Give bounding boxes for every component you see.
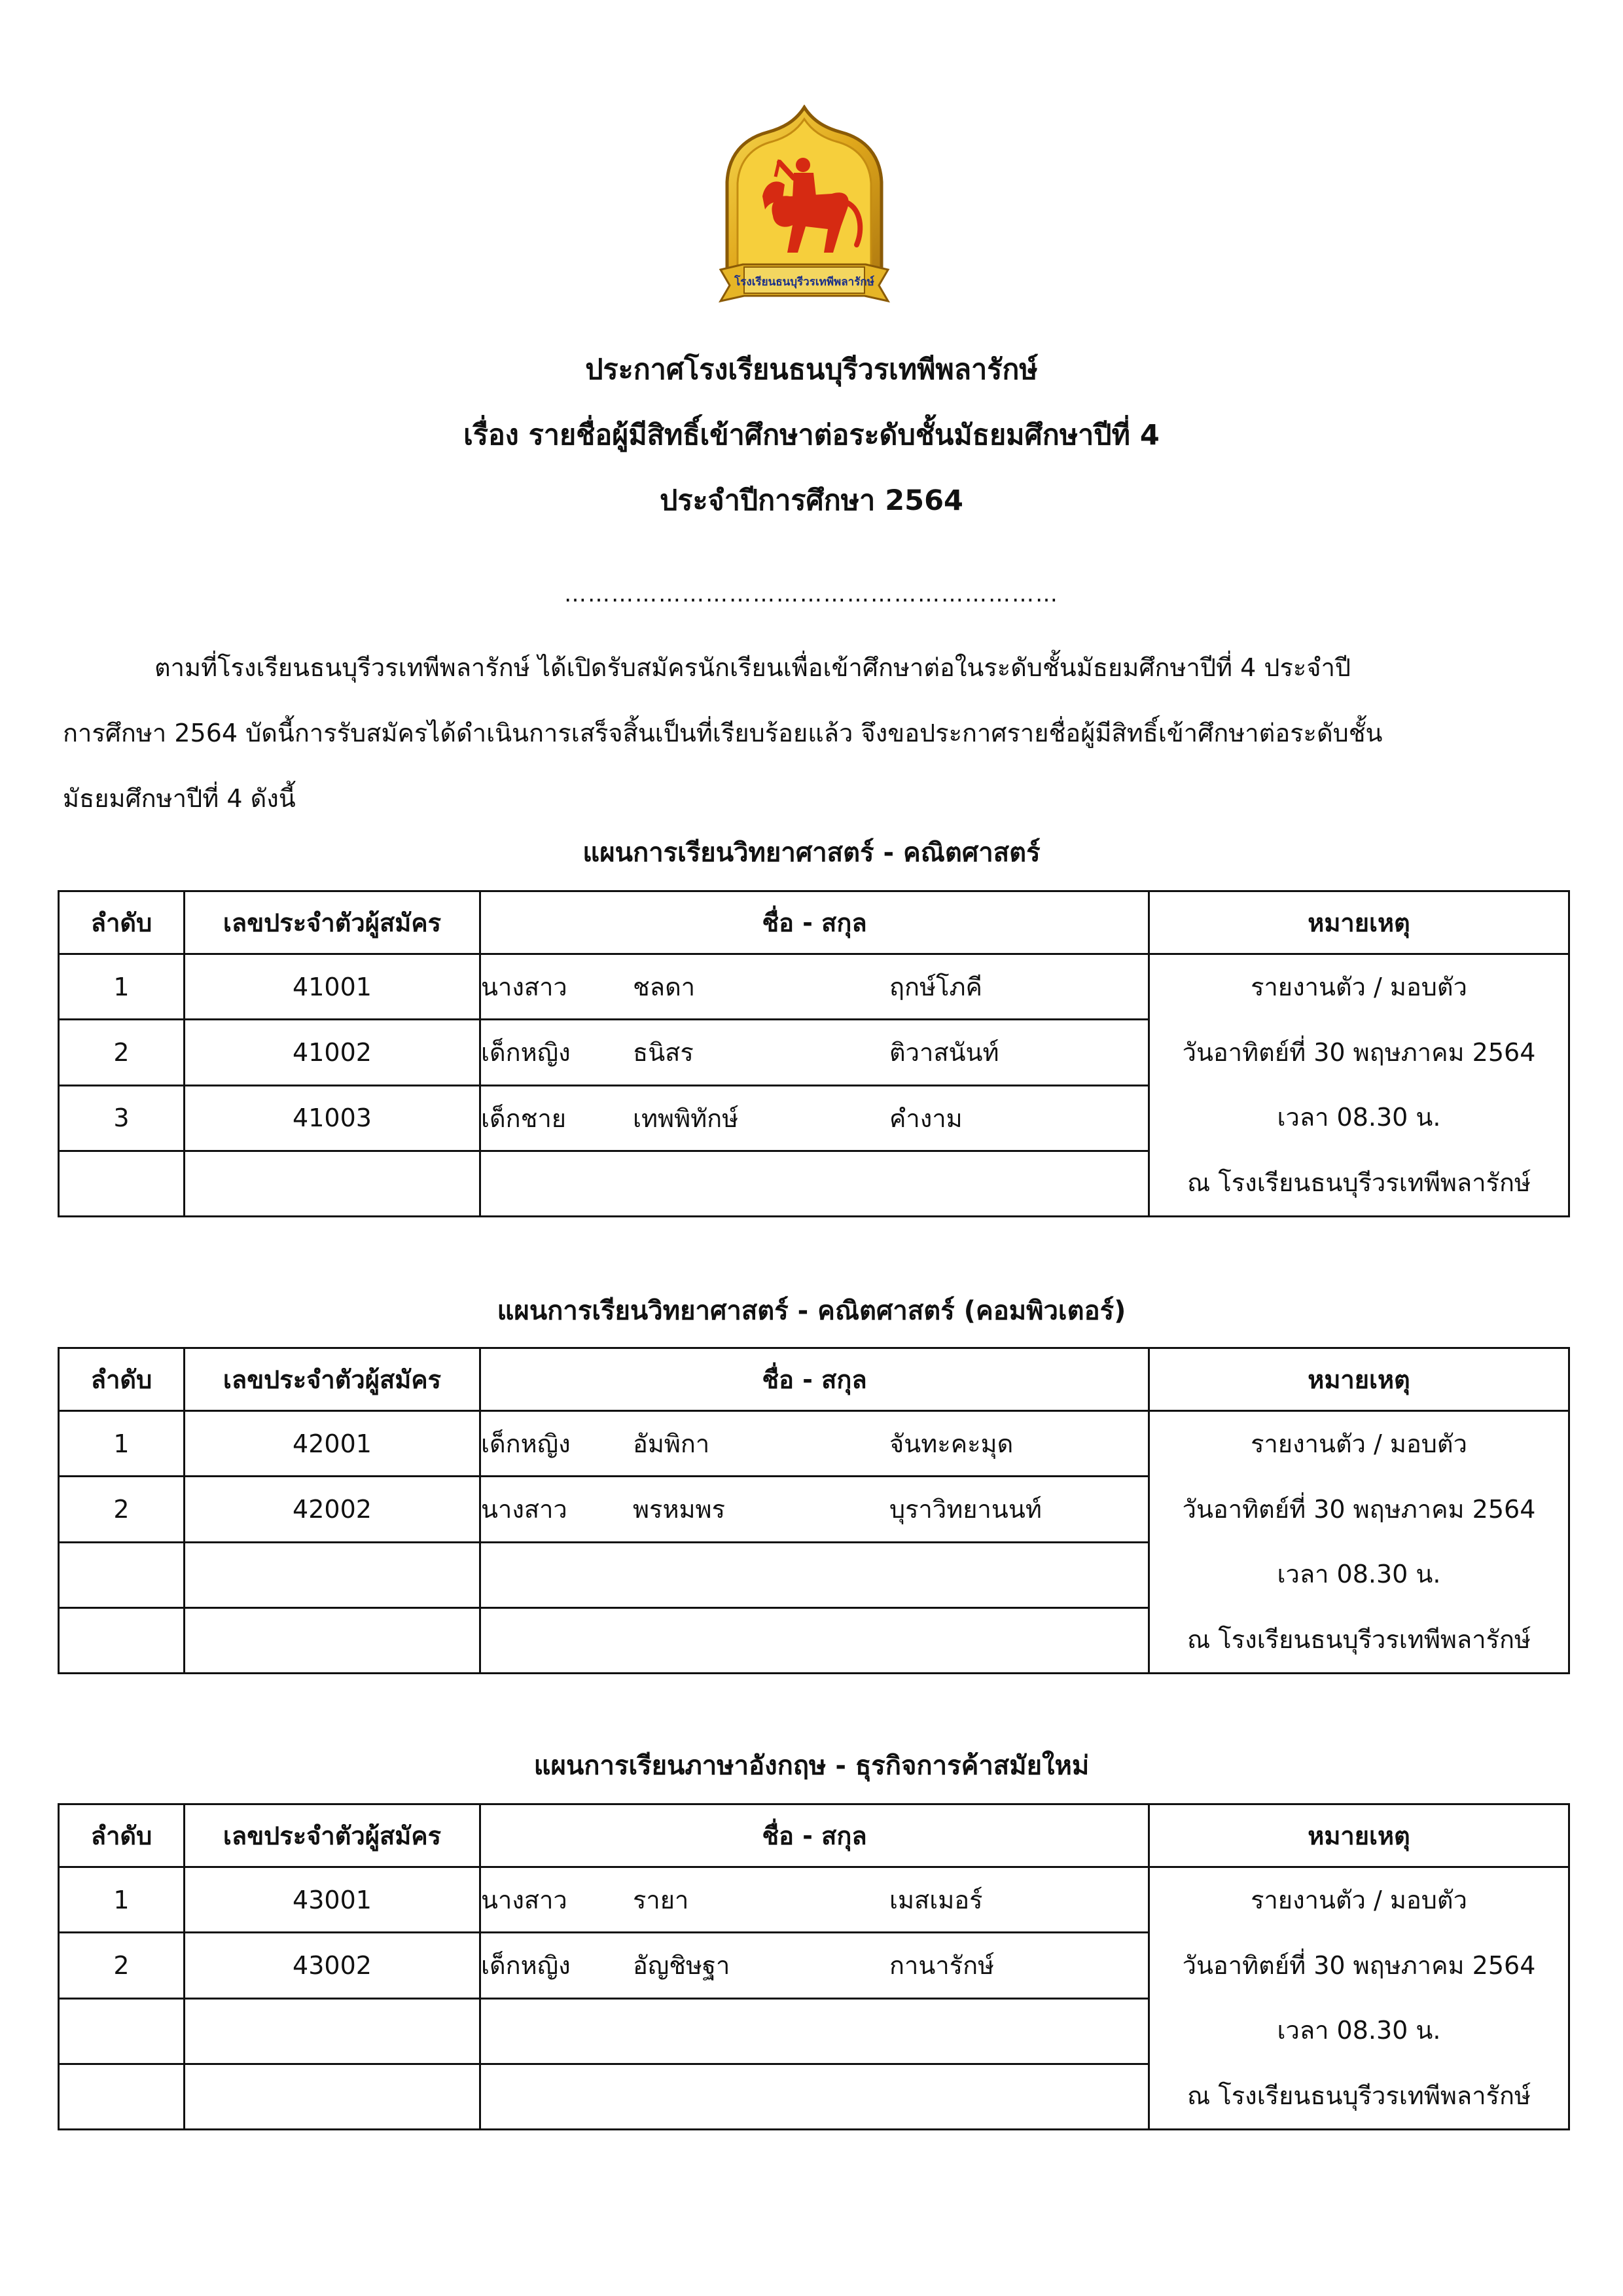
- announcement-subject: เรื่อง รายชื่อผู้มีสิทธิ์เข้าศึกษาต่อระดับชั้นมัธยมศึกษาปีที่ 4: [463, 419, 1160, 452]
- applicant-name: [480, 1151, 1149, 1216]
- first-name: ชลดา: [633, 973, 696, 1002]
- school-crest-logo: [717, 105, 892, 319]
- header-row: [59, 891, 1569, 954]
- roster-table: [58, 890, 1570, 1217]
- intro-line-2: การศึกษา 2564 บัดนี้การรับสมัครได้ดำเนินการเสร็จสิ้นเป็นที่เรียบร้อยแล้ว จึงขอประกาศรายชื่อผู้มีสิทธิ์เข้าศึกษาต่อระดับชั้น: [63, 719, 1383, 747]
- column-header-id: เลขประจำตัวผู้สมัคร: [185, 1348, 480, 1411]
- intro-line-1: ตามที่โรงเรียนธนบุรีวรเทพีพลารักษ์ ได้เปิดรับสมัครนักเรียนเพื่อเข้าศึกษาต่อในระดับชั้นมัธยมศึกษาปีที่ 4 ประจำปี: [154, 653, 1351, 682]
- last-name: เมสเมอร์: [889, 1886, 983, 1915]
- applicant-id: 43002: [185, 1933, 480, 1998]
- roster-table: [58, 1803, 1570, 2130]
- column-header-note: หมายเหตุ: [1149, 1804, 1569, 1867]
- note-line: เวลา 08.30 น.: [1277, 2016, 1441, 2045]
- name-prefix: เด็กหญิง: [481, 1429, 571, 1459]
- applicant-name: [480, 1085, 1149, 1151]
- applicant-name: [480, 1477, 1149, 1542]
- applicant-name: [480, 1867, 1149, 1933]
- row-number: 2: [59, 1477, 185, 1542]
- applicant-id: [185, 1151, 480, 1216]
- first-name: พรหมพร: [633, 1495, 726, 1524]
- report-note: [1149, 1867, 1569, 2130]
- last-name: คำงาม: [889, 1103, 963, 1133]
- row-number: [59, 1607, 185, 1673]
- column-header-note: หมายเหตุ: [1149, 1348, 1569, 1411]
- last-name: ฤกษ์โภคี: [889, 973, 982, 1002]
- row-number: [59, 1542, 185, 1607]
- dotted-divider: ………………………………………………………: [564, 581, 1059, 607]
- section-title: แผนการเรียนภาษาอังกฤษ - ธุรกิจการค้าสมัยใหม่: [533, 1751, 1090, 1781]
- name-prefix: เด็กหญิง: [481, 1038, 571, 1067]
- last-name: บุราวิทยานนท์: [889, 1495, 1042, 1524]
- section-title: แผนการเรียนวิทยาศาสตร์ - คณิตศาสตร์: [582, 838, 1041, 868]
- applicant-name: [480, 1933, 1149, 1998]
- last-name: กานารักษ์: [889, 1951, 995, 1981]
- applicant-name: [480, 1020, 1149, 1085]
- applicant-id: 41003: [185, 1085, 480, 1151]
- first-name: เทพพิทักษ์: [633, 1103, 739, 1133]
- intro-paragraph: [63, 635, 1568, 831]
- name-prefix: นางสาว: [481, 1495, 567, 1524]
- note-line: รายงานตัว / มอบตัว: [1251, 1429, 1467, 1458]
- header-row: [59, 1804, 1569, 1867]
- column-header-name: ชื่อ - สกุล: [480, 1804, 1149, 1867]
- row-number: [59, 2064, 185, 2129]
- header-row: [59, 1348, 1569, 1411]
- row-number: 3: [59, 1085, 185, 1151]
- last-name: จันทะคะมุด: [889, 1429, 1014, 1459]
- note-line: รายงานตัว / มอบตัว: [1251, 1886, 1467, 1914]
- column-header-note: หมายเหตุ: [1149, 891, 1569, 954]
- table-row: [59, 1411, 1569, 1477]
- applicant-id: 41001: [185, 954, 480, 1020]
- applicant-name: [480, 2064, 1149, 2129]
- applicant-id: [185, 1542, 480, 1607]
- note-line: รายงานตัว / มอบตัว: [1251, 973, 1467, 1001]
- row-number: 1: [59, 1867, 185, 1933]
- name-prefix: เด็กหญิง: [481, 1951, 571, 1981]
- applicant-id: [185, 2064, 480, 2129]
- table-row: [59, 954, 1569, 1020]
- row-number: 1: [59, 954, 185, 1020]
- applicant-id: 43001: [185, 1867, 480, 1933]
- column-header-no: ลำดับ: [59, 891, 185, 954]
- note-line: วันอาทิตย์ที่ 30 พฤษภาคม 2564: [1182, 1037, 1536, 1067]
- first-name: ธนิสร: [633, 1038, 694, 1067]
- report-note: [1149, 1411, 1569, 1674]
- intro-line-3: มัธยมศึกษาปีที่ 4 ดังนี้: [63, 784, 296, 813]
- last-name: ติวาสนันท์: [889, 1038, 999, 1067]
- note-line: เวลา 08.30 น.: [1277, 1103, 1441, 1132]
- note-line: เวลา 08.30 น.: [1277, 1560, 1441, 1588]
- row-number: [59, 1151, 185, 1216]
- row-number: [59, 1998, 185, 2064]
- column-header-no: ลำดับ: [59, 1348, 185, 1411]
- applicant-name: [480, 1998, 1149, 2064]
- applicant-id: 42002: [185, 1477, 480, 1542]
- note-line: ณ โรงเรียนธนบุรีวรเทพีพลารักษ์: [1186, 1168, 1531, 1197]
- academic-year: ประจำปีการศึกษา 2564: [660, 484, 963, 517]
- applicant-id: 41002: [185, 1020, 480, 1085]
- roster-table: [58, 1347, 1570, 1674]
- row-number: 2: [59, 1020, 185, 1085]
- note-line: ณ โรงเรียนธนบุรีวรเทพีพลารักษ์: [1186, 2081, 1531, 2110]
- section-title: แผนการเรียนวิทยาศาสตร์ - คณิตศาสตร์ (คอมพิวเตอร์): [497, 1296, 1126, 1326]
- note-line: ณ โรงเรียนธนบุรีวรเทพีพลารักษ์: [1186, 1624, 1531, 1654]
- name-prefix: นางสาว: [481, 973, 567, 1002]
- applicant-name: [480, 1542, 1149, 1607]
- note-line: วันอาทิตย์ที่ 30 พฤษภาคม 2564: [1182, 1494, 1536, 1524]
- name-prefix: นางสาว: [481, 1886, 567, 1915]
- column-header-name: ชื่อ - สกุล: [480, 891, 1149, 954]
- first-name: รายา: [633, 1886, 689, 1915]
- first-name: อัมพิกา: [633, 1429, 710, 1459]
- column-header-id: เลขประจำตัวผู้สมัคร: [185, 891, 480, 954]
- row-number: 2: [59, 1933, 185, 1998]
- column-header-id: เลขประจำตัวผู้สมัคร: [185, 1804, 480, 1867]
- table-row: [59, 1867, 1569, 1933]
- svg-text:โรงเรียนธนบุรีวรเทพีพลารักษ์: โรงเรียนธนบุรีวรเทพีพลารักษ์: [734, 276, 874, 289]
- row-number: 1: [59, 1411, 185, 1477]
- announcement-title: ประกาศโรงเรียนธนบุรีวรเทพีพลารักษ์: [585, 353, 1038, 386]
- column-header-name: ชื่อ - สกุล: [480, 1348, 1149, 1411]
- column-header-no: ลำดับ: [59, 1804, 185, 1867]
- applicant-name: [480, 954, 1149, 1020]
- report-note: [1149, 954, 1569, 1217]
- applicant-id: [185, 1998, 480, 2064]
- first-name: อัญชิษฐา: [633, 1951, 730, 1981]
- note-line: วันอาทิตย์ที่ 30 พฤษภาคม 2564: [1182, 1950, 1536, 1980]
- applicant-name: [480, 1411, 1149, 1477]
- applicant-id: [185, 1607, 480, 1673]
- applicant-name: [480, 1607, 1149, 1673]
- applicant-id: 42001: [185, 1411, 480, 1477]
- name-prefix: เด็กชาย: [481, 1103, 567, 1133]
